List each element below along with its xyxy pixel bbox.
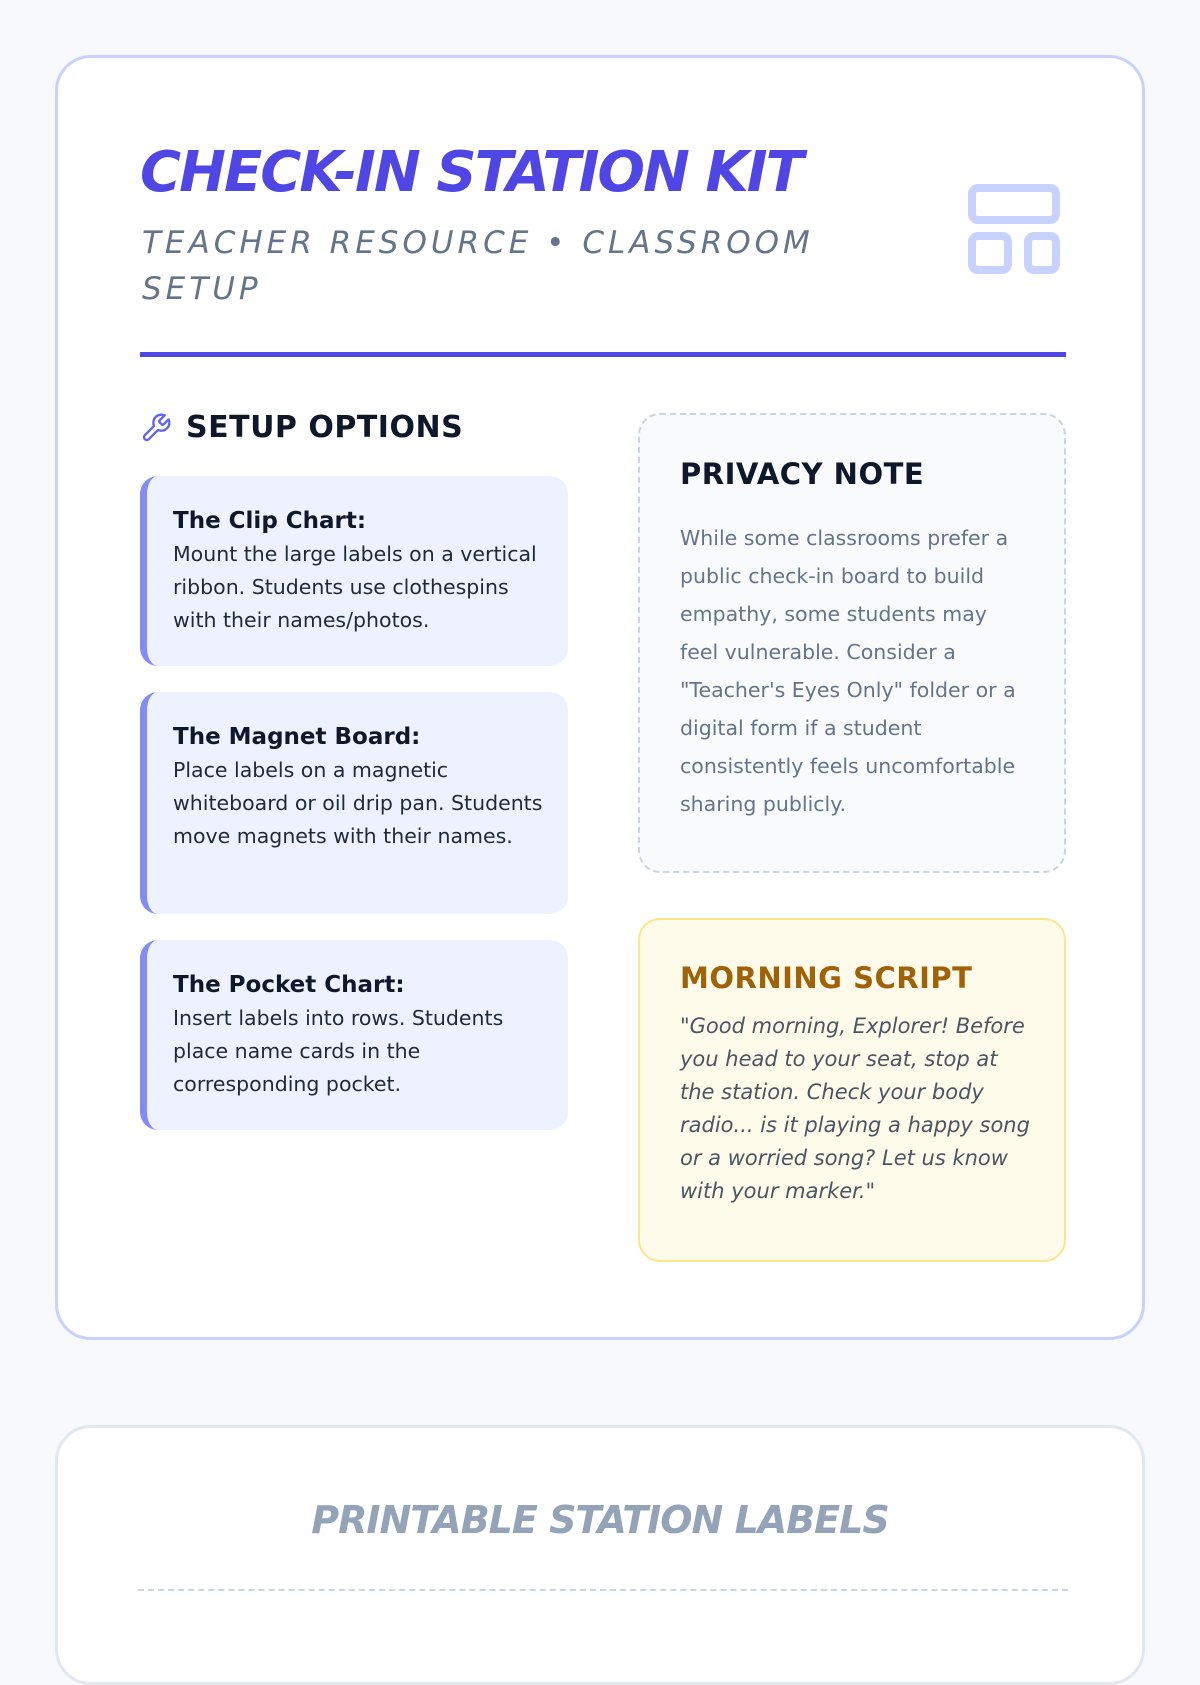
privacy-note-box xyxy=(638,413,1066,873)
morning-script-title: MORNING SCRIPT xyxy=(680,961,973,995)
morning-script-text: "Good morning, Explorer! Before you head to your seat, stop at the station. Check your body radio... is it playing a happy song or a worried song? Let us know with your marker." xyxy=(680,1014,1030,1203)
option-text: Insert labels into rows. Students place name cards in the corresponding pocket. xyxy=(173,1006,504,1096)
layout-icon xyxy=(968,184,1060,276)
option-title: The Pocket Chart: xyxy=(173,972,405,998)
privacy-note-title: PRIVACY NOTE xyxy=(680,457,925,491)
option-pocket-chart xyxy=(140,940,568,1130)
section-title: SETUP OPTIONS xyxy=(186,410,464,445)
option-magnet-board xyxy=(140,692,568,914)
labels-section-title: PRINTABLE STATION LABELS xyxy=(311,1498,889,1542)
setup-options-heading xyxy=(140,410,463,445)
option-text: Mount the large labels on a vertical ribbon. Students use clothespins with their names/photos. xyxy=(173,542,537,632)
header-divider xyxy=(140,352,1066,357)
option-text: Place labels on a magnetic whiteboard or oil drip pan. Students move magnets with their names. xyxy=(173,758,543,848)
kit-card xyxy=(55,55,1145,1340)
option-title: The Clip Chart: xyxy=(173,508,367,534)
page-subtitle: TEACHER RESOURCE • CLASSROOM SETUP xyxy=(142,225,814,307)
page-title: CHECK-IN STATION KIT xyxy=(140,140,802,205)
labels-divider xyxy=(138,1589,1068,1591)
option-clip-chart xyxy=(140,476,568,666)
morning-script-box xyxy=(638,918,1066,1262)
privacy-note-text: While some classrooms prefer a public check-in board to build empathy, some students may feel vulnerable. Consider a "Teacher's Eyes Only" folder or a digital form if a student consistently feels uncomfortable sharing publicly. xyxy=(680,526,1016,816)
labels-card xyxy=(55,1425,1145,1685)
option-title: The Magnet Board: xyxy=(173,724,421,750)
wrench-icon xyxy=(140,412,172,444)
